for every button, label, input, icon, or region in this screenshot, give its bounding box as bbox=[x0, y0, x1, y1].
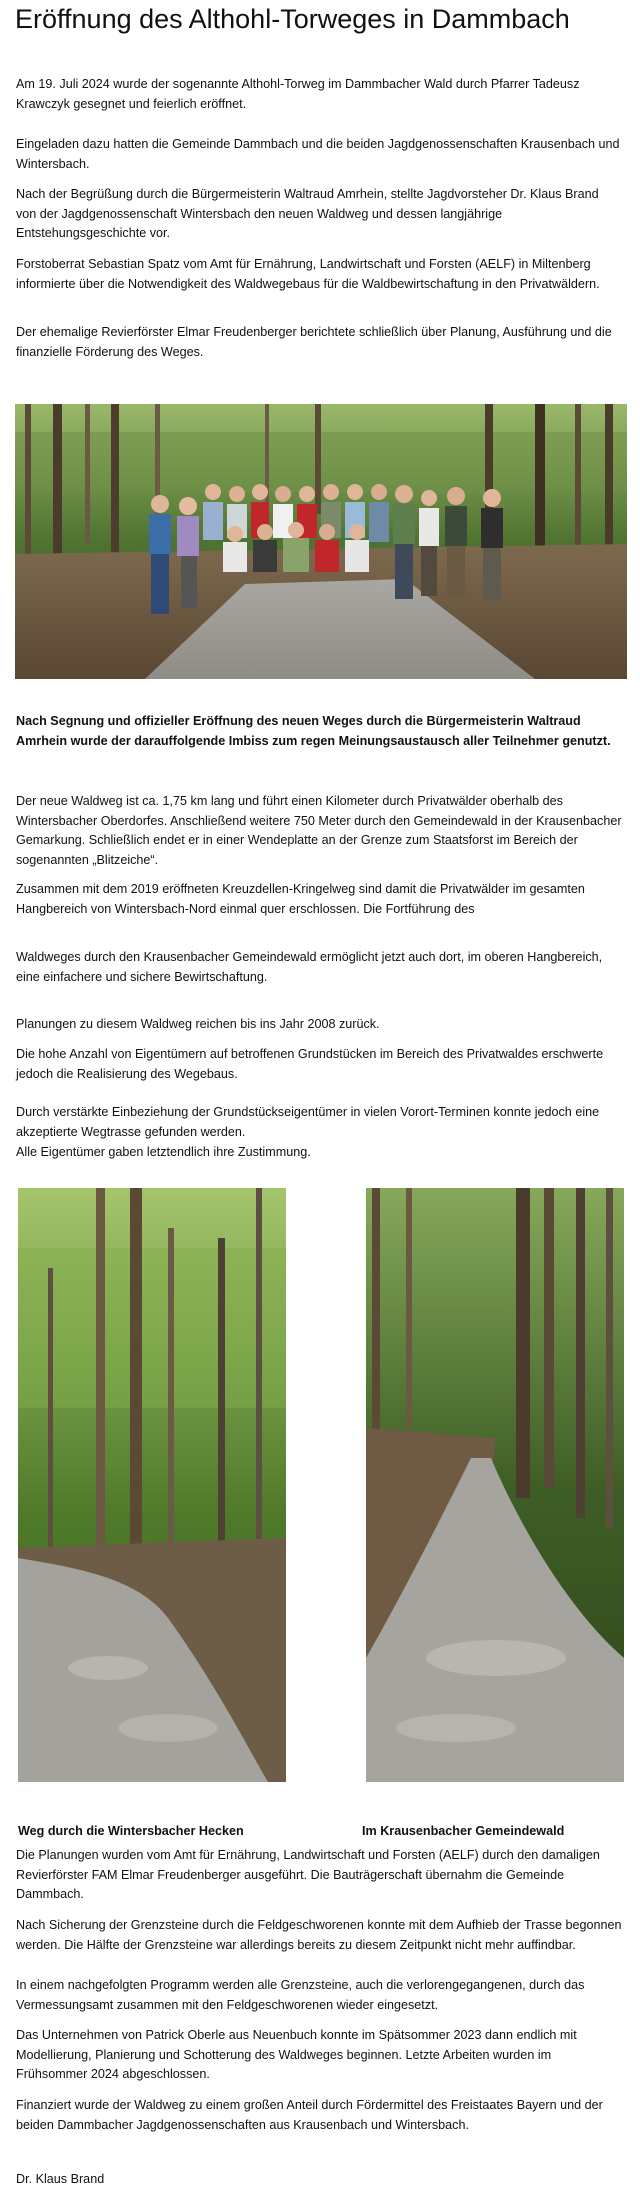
intro-paragraph-3: Nach der Begrüßung durch die Bürgermeisterin Waltraud Amrhein, stellte Jagdvorsteher Dr. Klaus Brand von der Jagdgenossenschaft Wintersbach den neuen Waldweg und dessen langjährige Entstehungsgeschichte vor. bbox=[16, 187, 599, 240]
intro-paragraph-1: Am 19. Juli 2024 wurde der sogenannte Althohl-Torweg im Dammbacher Wald durch Pfarrer Tadeusz Krawczyk gesegnet und feierlich eröffnet. bbox=[16, 77, 580, 111]
planning-paragraph-4: Alle Eigentümer gaben letztendlich ihre Zustimmung. bbox=[16, 1145, 311, 1159]
intro-paragraph-2: Eingeladen dazu hatten die Gemeinde Dammbach und die beiden Jagdgenossenschaften Krausenbach und Wintersbach. bbox=[16, 137, 620, 171]
route-paragraph-1: Der neue Waldweg ist ca. 1,75 km lang und führt einen Kilometer durch Privatwälder oberhalb des Wintersbacher Oberdorfes. Anschließend weitere 750 Meter durch den Gemeindewald in der Krausenbacher Gemarkung. Schließlich endet er in einer Wendeplatte an der Grenze zum Staatsforst im Bereich der sogenannten „Blitzeiche“. bbox=[16, 794, 622, 867]
forest-path-photo-right bbox=[366, 1188, 624, 1782]
blessing-paragraph: Nach Segnung und offizieller Eröffnung des neuen Weges durch die Bürgermeisterin Waltraud Amrhein wurde der darauffolgende Imbiss zum regen Meinungsaustausch aller Teilnehmer genutzt. bbox=[16, 714, 611, 748]
planning-paragraph-1: Planungen zu diesem Waldweg reichen bis ins Jahr 2008 zurück. bbox=[16, 1017, 380, 1031]
execution-paragraph-4: Das Unternehmen von Patrick Oberle aus Neuenbuch konnte im Spätsommer 2023 dann endlich mit Modellierung, Planierung und Schotterung des Waldweges beginnen. Letzte Arbeiten wurden im Frühsommer 2024 abgeschlossen. bbox=[16, 2028, 577, 2081]
caption-right: Im Krausenbacher Gemeindewald bbox=[362, 1824, 565, 1838]
caption-left: Weg durch die Wintersbacher Hecken bbox=[18, 1824, 244, 1838]
route-paragraph-3: Waldweges durch den Krausenbacher Gemeindewald ermöglicht jetzt auch dort, im oberen Hangbereich, eine einfachere und sichere Bewirtschaftung. bbox=[16, 950, 603, 984]
route-paragraph-2: Zusammen mit dem 2019 eröffneten Kreuzdellen-Kringelweg sind damit die Privatwälder im gesamten Hangbereich von Wintersbach-Nord einmal quer erschlossen. Die Fortführung des bbox=[16, 882, 585, 916]
execution-paragraph-1: Die Planungen wurden vom Amt für Ernährung, Landwirtschaft und Forsten (AELF) durch den damaligen Revierförster FAM Elmar Freudenberger ausgeführt. Die Bauträgerschaft übernahm die Gemeinde Dammbach. bbox=[16, 1848, 600, 1901]
execution-paragraph-2: Nach Sicherung der Grenzsteine durch die Feldgeschworenen konnte mit dem Aufhieb der Trasse begonnen werden. Die Hälfte der Grenzsteine war allerdings bereits zu diesem Zeitpunkt nicht mehr auffindbar. bbox=[16, 1918, 622, 1952]
author-name: Dr. Klaus Brand bbox=[16, 2172, 105, 2186]
planning-paragraph-2: Die hohe Anzahl von Eigentümern auf betroffenen Grundstücken im Bereich des Privatwaldes erschwerte jedoch die Realisierung des Wegebaus. bbox=[16, 1047, 604, 1081]
execution-paragraph-3: In einem nachgefolgten Programm werden alle Grenzsteine, auch die verlorengegangenen, durch das Vermessungsamt zusammen mit den Feldgeschworenen wieder eingesetzt. bbox=[16, 1978, 585, 2012]
group-photo bbox=[15, 404, 627, 679]
intro-paragraph-4: Forstoberrat Sebastian Spatz vom Amt für Ernährung, Landwirtschaft und Forsten (AELF) in Miltenberg informierte über die Notwendigkeit des Waldwegebaus für die Waldbewirtschaftung in den Privatwäldern. bbox=[16, 257, 600, 291]
intro-paragraph-5: Der ehemalige Revierförster Elmar Freudenberger berichtete schließlich über Planung, Ausführung und die finanzielle Förderung des Weges. bbox=[16, 325, 612, 359]
planning-paragraph-3: Durch verstärkte Einbeziehung der Grundstückseigentümer in vielen Vorort-Terminen konnte jedoch eine akzeptierte Wegtrasse gefunden werden. bbox=[16, 1105, 600, 1139]
execution-paragraph-5: Finanziert wurde der Waldweg zu einem großen Anteil durch Fördermittel des Freistaates Bayern und der beiden Dammbacher Jagdgenossenschaften aus Krausenbach und Wintersbach. bbox=[16, 2098, 603, 2132]
article-title: Eröffnung des Althohl-Torweges in Dammbach bbox=[15, 4, 570, 34]
forest-path-photo-left bbox=[18, 1188, 286, 1782]
